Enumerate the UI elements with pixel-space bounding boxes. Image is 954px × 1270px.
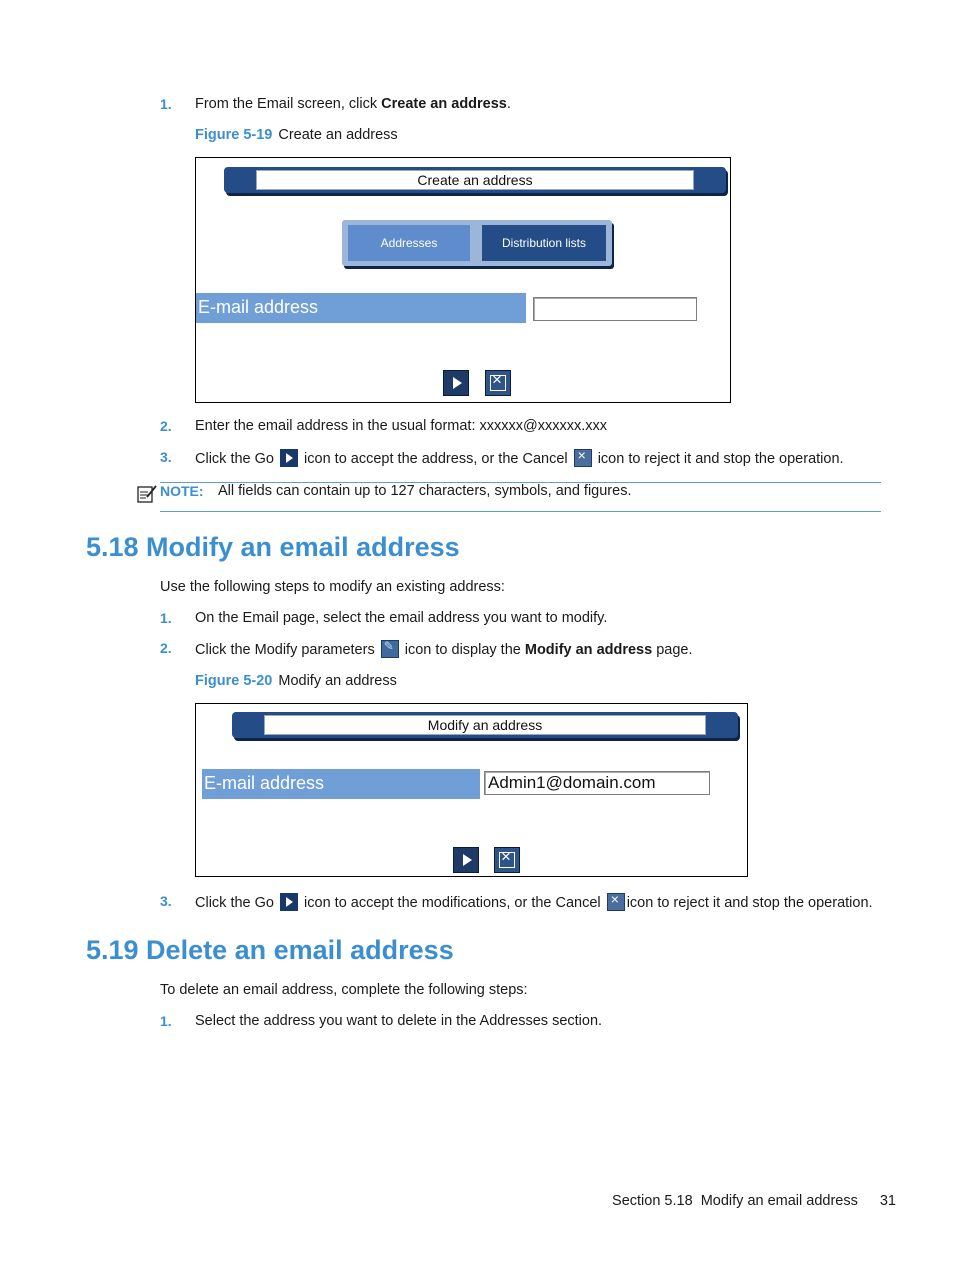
note-label: NOTE: [160,483,204,499]
step-number: 2. [160,418,172,434]
section-intro: To delete an email address, complete the following steps: [160,982,528,998]
footer-section: Section 5.18 Modify an email address [612,1193,858,1209]
step-text: Enter the email address in the usual format: xxxxxx@xxxxxx.xxx [195,418,608,434]
cancel-button[interactable] [494,847,520,873]
step-number: 1. [160,96,172,112]
step-text-part: icon to reject it and stop the operation. [626,895,873,911]
note-icon [136,483,158,505]
go-button[interactable] [443,370,469,396]
email-input[interactable]: Admin1@domain.com [484,771,710,795]
email-field-label: E-mail address [196,293,526,323]
step-text: On the Email page, select the email address you want to modify. [195,610,608,626]
email-input[interactable] [533,297,697,321]
step-text-pre: From the Email screen, click [195,96,382,112]
cancel-button[interactable] [485,370,511,396]
section-heading: 5.18 Modify an email address [86,532,460,562]
step-text [195,449,844,467]
figure-caption [195,673,397,689]
step-text-part: Click the Modify parameters [195,642,375,658]
tab-distribution-lists[interactable]: Distribution lists [482,225,606,261]
cancel-icon [574,449,592,467]
figure-title: Create an address [278,127,398,143]
step-text: Select the address you want to delete in the Addresses section. [195,1013,603,1029]
figure-label: Figure 5-19 [195,127,273,143]
step-text-part: Click the Go [195,451,274,467]
step-text [195,893,873,911]
tab-addresses[interactable]: Addresses [348,225,470,261]
step-text-part: icon to reject it and stop the operation. [597,451,844,467]
figure-create-address [195,157,731,403]
step-bold: Create an address [381,96,507,112]
modify-parameters-icon [381,640,399,658]
go-icon [280,893,298,911]
step-number: 1. [160,610,172,626]
go-button[interactable] [453,847,479,873]
step-number: 1. [160,1013,172,1029]
step-text-part: icon to display the [404,642,521,658]
page-number: 31 [879,1193,896,1209]
tab-bar [342,220,612,266]
dialog-titlebar [224,167,726,193]
step-text-part: page. [656,642,693,658]
step-text-post: . [506,96,511,112]
email-field-label: E-mail address [202,769,480,799]
step-bold: Modify an address [524,642,653,658]
go-icon [280,449,298,467]
figure-label: Figure 5-20 [195,673,273,689]
step-text-part: icon to accept the address, or the Cancel [304,451,568,467]
dialog-titlebar [232,712,738,738]
section-intro: Use the following steps to modify an existing address: [160,579,505,595]
step-text-part: icon to accept the modifications, or the Cancel [304,895,601,911]
figure-title: Modify an address [278,673,397,689]
step-number: 3. [160,449,172,465]
note-text: All fields can contain up to 127 characters, symbols, and figures. [218,483,632,499]
step-number: 3. [160,893,172,909]
step-text [195,96,511,112]
figure-modify-address [195,703,748,877]
figure-caption [195,127,398,143]
note-bottom-rule [160,511,881,512]
page-footer [612,1193,896,1209]
dialog-title: Modify an address [264,715,706,735]
cancel-icon [607,893,625,911]
step-text-part: Click the Go [195,895,274,911]
section-heading: 5.19 Delete an email address [86,935,454,965]
dialog-title: Create an address [256,170,694,190]
step-number: 2. [160,640,172,656]
step-text [195,640,693,658]
